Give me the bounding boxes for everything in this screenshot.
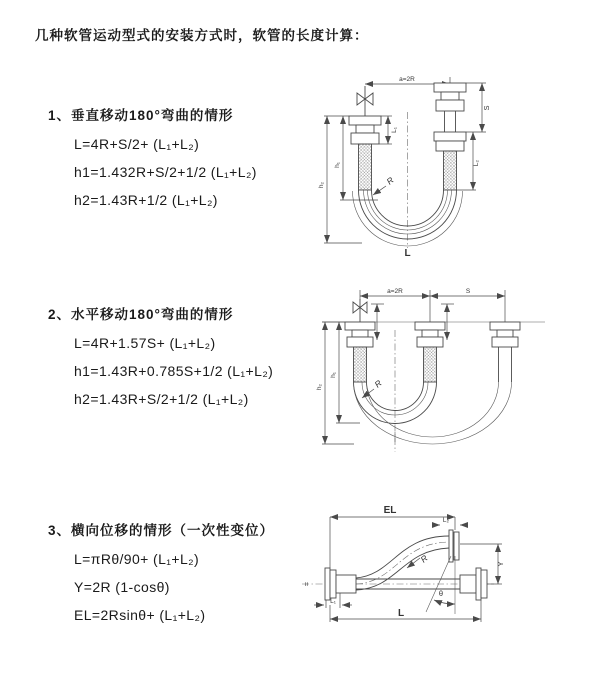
u-bend-hose-displaced [354,382,512,444]
angle-theta-label: θ [438,589,444,598]
dim-a2r [360,288,505,322]
dim-s-label: S [482,105,491,111]
angle-theta [426,556,455,614]
dim-h1-label: h₁ [330,372,337,378]
braided-hose-section [359,144,372,190]
section-lateral-displacement [48,519,318,629]
diagram-vertical-180-bend [310,70,600,260]
dim-s [466,83,491,132]
section-3-heading: 3、横向位移的情形（一次性变位） [48,523,275,538]
break-mark: ≈ [302,581,311,587]
right-flange [460,568,487,600]
section-1-heading: 1、垂直移动180°弯曲的情形 [48,108,234,123]
braided-hose-section [424,347,437,382]
valve-icon [357,86,373,116]
dim-l1-label: L₁ [391,127,398,133]
dim-l2-label: L₂ [473,159,480,167]
dim-l2 [432,517,468,525]
dim-l2-label: L₂ [442,517,450,524]
formula-l: L=4R+S/2+ (L₁+L₂) [74,136,200,152]
formula-h1: h1=1.43R+0.785S+1/2 (L₁+L₂) [74,363,274,379]
dim-y-label: Y [496,561,505,567]
s-curve-hose [356,536,449,590]
braided-hose-section [444,151,457,190]
section-horizontal-180 [48,303,318,413]
radius-annotation [373,175,396,195]
dim-s [430,288,505,296]
dim-h2-label: h₂ [316,383,323,391]
diagram-lateral-displacement [298,492,600,657]
radius-label: R [418,552,430,565]
formula-el: EL=2Rsinθ+ (L₁+L₂) [74,607,206,623]
dim-l1 [379,116,398,144]
formula-h2: h2=1.43R+S/2+1/2 (L₁+L₂) [74,391,249,407]
dim-l1-label: L₁ [330,598,336,605]
dim-a2r-label: a=2R [387,288,403,295]
formula-y: Y=2R (1-cosθ) [74,579,170,595]
diagram-horizontal-180-bend [310,282,600,462]
left-riser [345,322,375,382]
middle-riser [415,322,445,382]
dim-s-label: S [465,288,471,295]
section-2-heading: 2、水平移动180°弯曲的情形 [48,307,234,322]
radius-label: R [372,377,384,390]
page-title: 几种软管运动型式的安装方式时，软管的长度计算： [35,28,369,43]
formula-h2: h2=1.43R+1/2 (L₁+L₂) [74,192,218,208]
section-vertical-180 [48,104,318,214]
left-flange [325,568,356,600]
dim-el-label: EL [383,505,397,516]
formula-l: L=4R+1.57S+ (L₁+L₂) [74,335,216,351]
formula-l: L=πRθ/90+ (L₁+L₂) [74,551,200,567]
formula-h1: h1=1.432R+S/2+1/2 (L₁+L₂) [74,164,257,180]
valve-icon [353,299,367,322]
radius-annotation [407,553,430,568]
right-riser-displaced [490,322,520,382]
dim-l [330,600,481,622]
braided-hose-section [354,347,367,382]
left-riser [349,116,381,190]
dim-h1-label: h₁ [334,162,341,168]
length-label: L [404,248,411,259]
dim-h2-label: h₂ [318,181,325,189]
right-riser [434,83,466,190]
radius-label: R [384,174,396,187]
dim-l-label: L [397,608,405,619]
dim-a2r-label: a=2R [399,76,415,83]
